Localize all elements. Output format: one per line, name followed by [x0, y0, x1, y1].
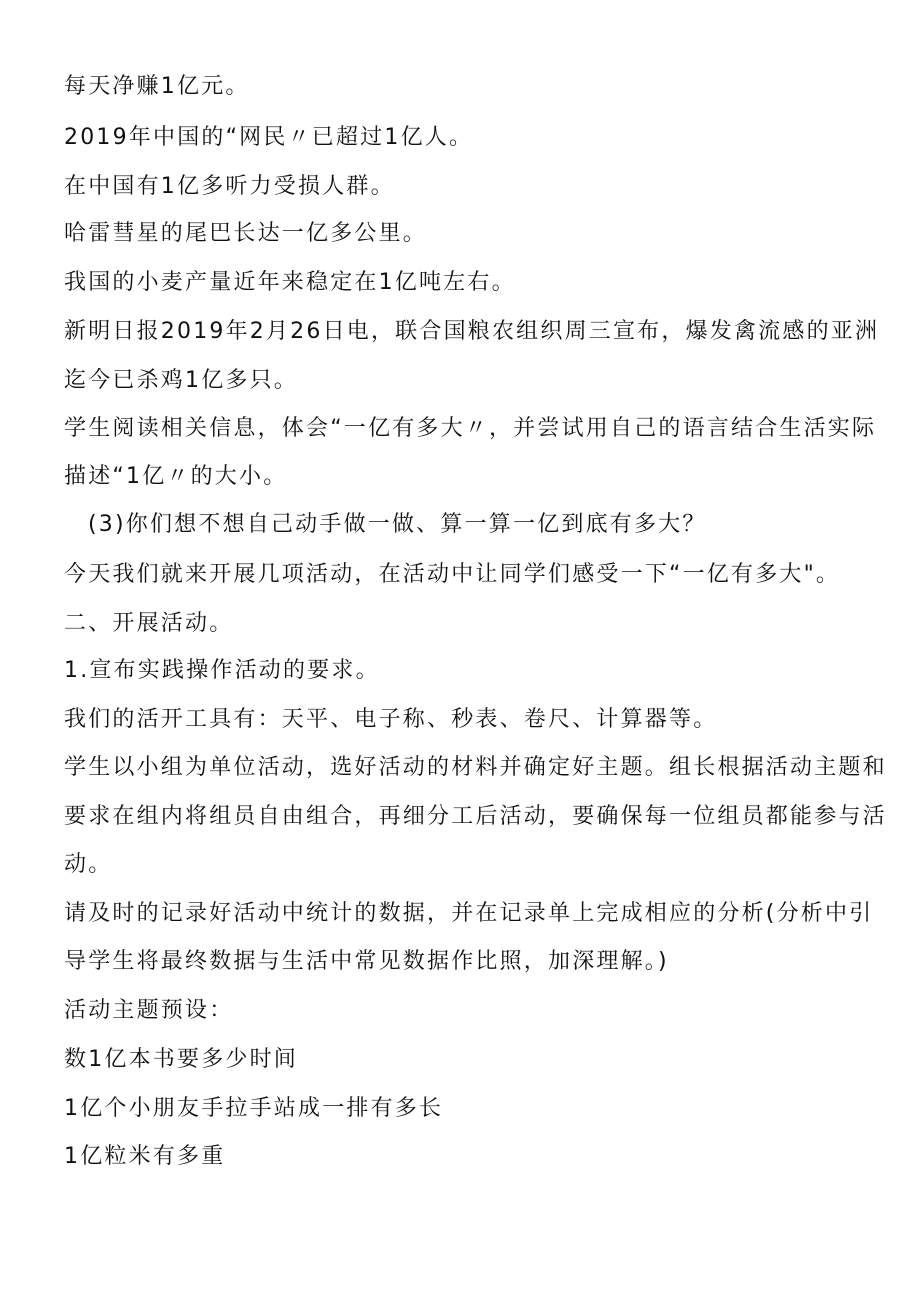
text-line: 今天我们就来开展几项活动，在活动中让同学们感受一下“一亿有多大"。 [64, 562, 841, 587]
list-item: 1亿粒米有多重 [64, 1144, 226, 1169]
text-line: 新明日报2019年2月26日电，联合国粮农组织周三宣布，爆发禽流感的亚洲 [64, 319, 880, 344]
text-line: 每天净赚1亿元。 [64, 74, 250, 99]
text-line: 我们的活开工具有：天平、电子称、秒表、卷尺、计算器等。 [64, 707, 718, 732]
text-line: 请及时的记录好活动中统计的数据，并在记录单上完成相应的分析(分析中引 [64, 901, 874, 926]
text-line: 我国的小麦产量近年来稳定在1亿吨左右。 [64, 270, 516, 295]
section-heading: 二、开展活动。 [64, 611, 234, 636]
text-line: 哈雷彗星的尾巴长达一亿多公里。 [64, 221, 428, 246]
text-line: 2019年中国的“网民〃已超过1亿人。 [64, 125, 474, 150]
text-line: 在中国有1亿多听力受损人群。 [64, 174, 395, 199]
list-item: 数1亿本书要多少时间 [64, 1047, 298, 1072]
text-line: 描述“1亿〃的大小。 [64, 464, 288, 489]
text-line: 1.宣布实践操作活动的要求。 [64, 658, 380, 683]
text-line: (3)你们想不想自己动手做一做、算一算一亿到底有多大？ [88, 512, 707, 537]
text-line: 学生阅读相关信息，体会“一亿有多大〃，并尝试用自己的语言结合生活实际 [64, 416, 877, 441]
list-item: 1亿个小朋友手拉手站成一排有多长 [64, 1096, 444, 1121]
text-line: 要求在组内将组员自由组合，再细分工后活动，要确保每一位组员都能参与活 [64, 804, 887, 829]
text-line: 导学生将最终数据与生活中常见数据作比照，加深理解。) [64, 949, 669, 974]
text-line: 动。 [64, 852, 113, 877]
text-line: 学生以小组为单位活动，选好活动的材料并确定好主题。组长根据活动主题和 [64, 755, 887, 780]
text-line: 迄今已杀鸡1亿多只。 [64, 368, 298, 393]
text-line: 活动主题预设： [64, 998, 234, 1023]
